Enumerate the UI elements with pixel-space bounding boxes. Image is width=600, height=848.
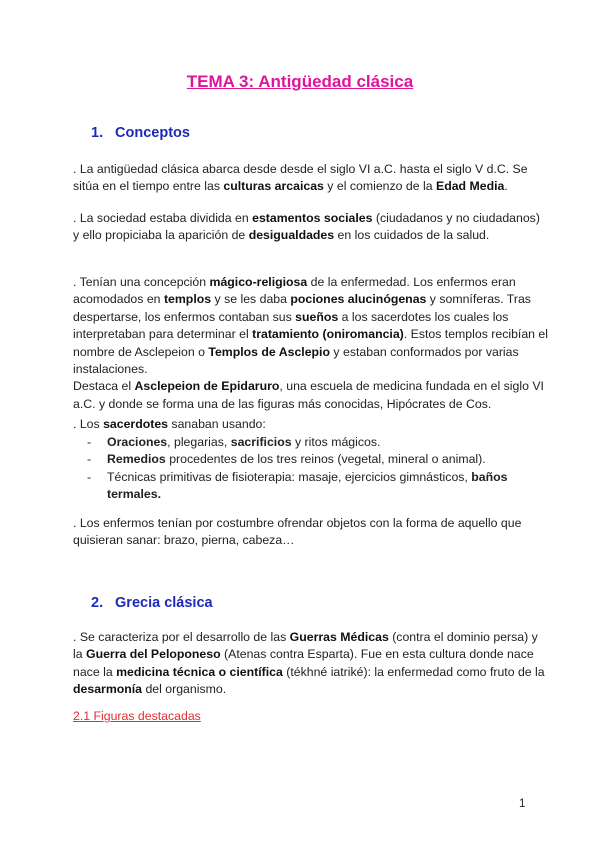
section-title: Grecia clásica xyxy=(115,595,213,611)
section-title: Conceptos xyxy=(115,125,190,141)
paragraph-grecia: . Se caracteriza por el desarrollo de las Guerras Médicas (contra el dominio persa) y la Guerra del Peloponeso (Atenas contra Esparta). Fue en esta cultura donde nace nace la medicina técnica o científica (tékhné iatriké): la enfermedad como fruto de la desarmonía del organismo. xyxy=(73,630,545,697)
document-title: TEMA 3: Antigüedad clásica xyxy=(186,72,414,91)
section-number: 1. xyxy=(91,125,104,141)
paragraph-concepcion: . Tenían una concepción mágico-religiosa de la enfermedad. Los enfermos eran acomodados en templos y se les daba pociones alucinógenas y somníferas. Tras despertarse, los enfermos contaban sus sueños a los sacerdotes los cuales los interpretaban para determinar el tratamiento (oniromancia). Estos templos recibían el nombre de Asclepeion o Templos de Asclepio y estaban conformados por varias instalaciones. Destaca el Asclepeion de Epidaruro, una escuela de medicina fundada en el siglo VI a.C. y donde se forma una de las figuras más conocidas, Hipócrates de Cos. xyxy=(73,275,548,411)
list-item: - Remedios procedentes de los tres reinos (vegetal, mineral o animal). xyxy=(87,452,486,467)
list-item: - Técnicas primitivas de fisioterapia: masaje, ejercicios gimnásticos, baños termales. xyxy=(87,469,508,502)
subsection-figuras-destacadas: 2.1 Figuras destacadas xyxy=(73,709,201,723)
section-number: 2. xyxy=(91,595,104,611)
paragraph-sacerdotes: . Los sacerdotes sanaban usando: xyxy=(73,417,266,431)
section-heading-conceptos xyxy=(91,125,190,141)
page-number: 1 xyxy=(519,798,526,810)
section-heading-grecia xyxy=(91,595,213,611)
list-item: - Oraciones, plegarias, sacrificios y ritos mágicos. xyxy=(87,435,381,449)
paragraph-antiguedad: . La antigüedad clásica abarca desde desde el siglo VI a.C. hasta el siglo V d.C. Se sitúa en el tiempo entre las culturas arcaicas y el comienzo de la Edad Media. xyxy=(73,162,528,194)
paragraph-sociedad: . La sociedad estaba dividida en estamentos sociales (ciudadanos y no ciudadanos) y ello propiciaba la aparición de desigualdades en los cuidados de la salud. xyxy=(73,211,540,243)
remedies-list xyxy=(73,434,543,504)
paragraph-ofrendas: . Los enfermos tenían por costumbre ofrendar objetos con la forma de aquello que quisieran sanar: brazo, pierna, cabeza… xyxy=(73,516,522,548)
